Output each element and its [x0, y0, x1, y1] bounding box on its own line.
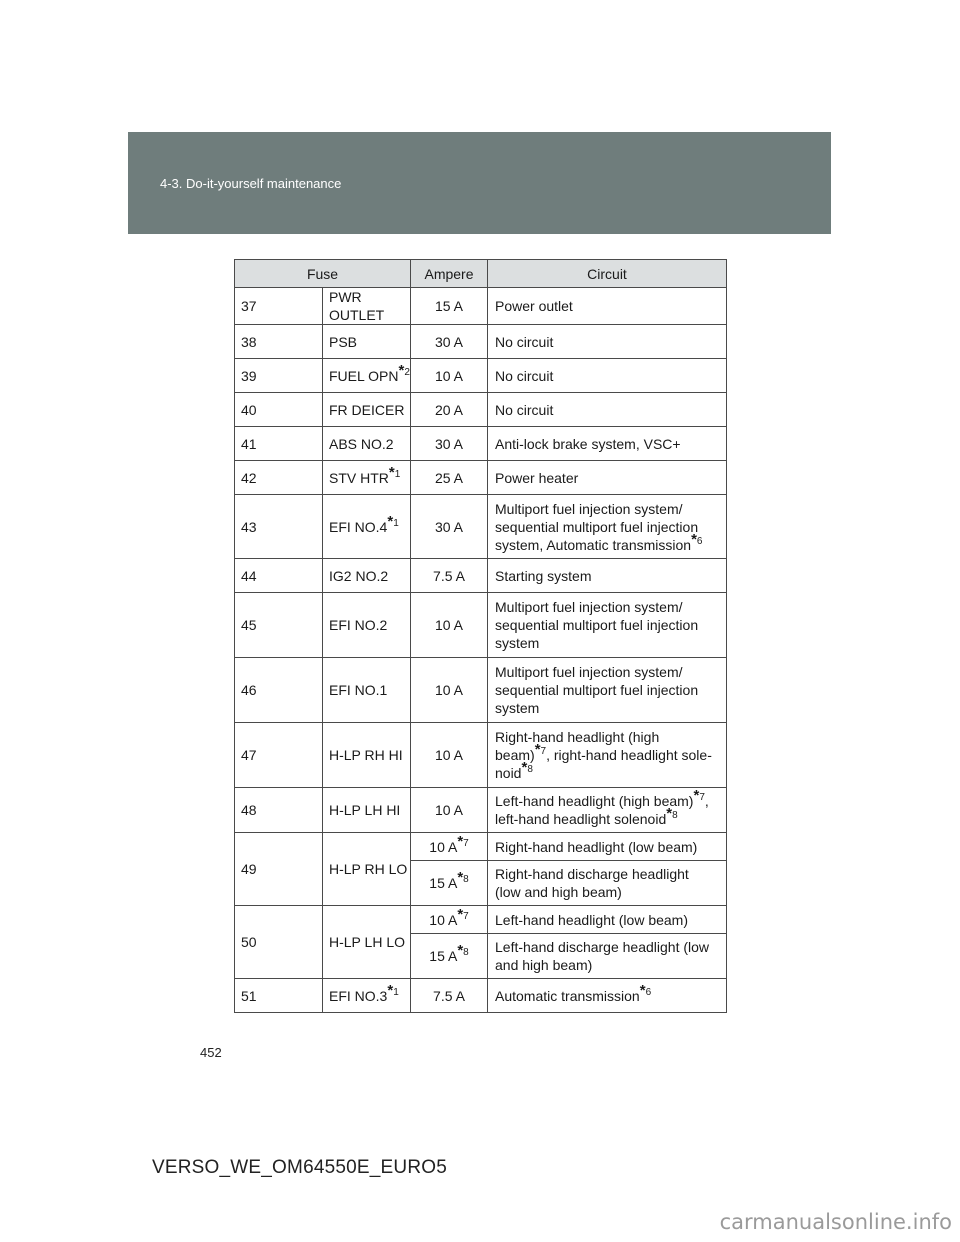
footnote-mark: *7 — [457, 832, 469, 850]
fuse-name: H-LP RH LO — [323, 833, 411, 906]
fuse-ampere-cell — [411, 906, 488, 934]
fuse-number: 51 — [235, 979, 323, 1013]
fuse-ampere: 30 A — [411, 325, 488, 359]
fuse-ampere: 20 A — [411, 393, 488, 427]
fuse-name: EFI NO.4 — [329, 518, 388, 535]
footnote-mark: *8 — [457, 869, 469, 886]
table-row — [235, 593, 727, 658]
fuse-circuit: Right-hand headlight (low beam) — [488, 833, 727, 861]
fuse-number: 37 — [235, 288, 323, 325]
footnote-mark: *8 — [457, 942, 469, 959]
fuse-ampere: 7.5 A — [411, 979, 488, 1013]
fuse-circuit: Right-hand discharge headlight (low and high beam) — [488, 861, 727, 906]
fuse-circuit: No circuit — [488, 325, 727, 359]
fuse-circuit: Multiport fuel injection system/ sequential multiport fuel injection system, Automatic transmission — [495, 500, 699, 553]
fuse-circuit: Left-hand headlight (high beam) — [495, 793, 694, 809]
fuse-name-cell — [323, 495, 411, 559]
header-fuse: Fuse — [235, 260, 411, 288]
footnote-mark: *2 — [398, 361, 410, 379]
table-row — [235, 723, 727, 788]
table-row — [235, 325, 727, 359]
table-row — [235, 393, 727, 427]
fuse-ampere-cell — [411, 861, 488, 906]
fuse-circuit: Right-hand headlight (high beam) — [495, 729, 660, 763]
fuse-ampere: 30 A — [411, 495, 488, 559]
page-number: 452 — [200, 1045, 222, 1060]
fuse-number: 48 — [235, 788, 323, 833]
table-row — [235, 979, 727, 1013]
fuse-name: H-LP LH LO — [323, 906, 411, 979]
footnote-mark: *1 — [388, 463, 401, 481]
footnote-mark: *1 — [387, 981, 399, 999]
fuse-ampere: 10 A — [429, 911, 458, 928]
fuse-table — [234, 259, 727, 1013]
table-row — [235, 906, 727, 934]
fuse-circuit-continued: , right-hand headlight sole-noid — [495, 747, 712, 781]
fuse-number: 46 — [235, 658, 323, 723]
fuse-ampere: 10 A — [411, 658, 488, 723]
fuse-circuit: Starting system — [488, 559, 727, 593]
fuse-number: 39 — [235, 359, 323, 393]
fuse-number: 41 — [235, 427, 323, 461]
section-title: 4-3. Do-it-yourself maintenance — [160, 176, 342, 191]
fuse-number: 42 — [235, 461, 323, 495]
header-circuit: Circuit — [488, 260, 727, 288]
fuse-name-cell — [323, 461, 411, 495]
table-row — [235, 427, 727, 461]
table-row — [235, 495, 727, 559]
fuse-circuit: Left-hand discharge headlight (low and high beam) — [488, 934, 727, 979]
footnote-mark: *8 — [521, 759, 533, 776]
footnote-mark: *7 — [534, 741, 547, 758]
fuse-number: 45 — [235, 593, 323, 658]
table-row — [235, 461, 727, 495]
fuse-circuit-cell — [488, 979, 727, 1013]
footnote-mark: *7 — [457, 905, 469, 923]
fuse-number: 47 — [235, 723, 323, 788]
fuse-ampere: 10 A — [411, 359, 488, 393]
footnote-mark: *7 — [693, 787, 705, 804]
fuse-ampere: 15 A — [429, 875, 458, 891]
table-row — [235, 288, 727, 325]
footnote-mark: *6 — [639, 981, 652, 999]
header-ampere: Ampere — [411, 260, 488, 288]
fuse-name: EFI NO.3 — [329, 987, 388, 1004]
footnote-mark: *1 — [387, 512, 399, 530]
fuse-name: FR DEICER — [323, 393, 411, 427]
table-row — [235, 833, 727, 861]
fuse-circuit: Anti-lock brake system, VSC+ — [488, 427, 727, 461]
footnote-mark: *6 — [691, 530, 703, 548]
fuse-name: STV HTR — [329, 469, 389, 486]
table-row — [235, 559, 727, 593]
fuse-name: H-LP LH HI — [323, 788, 411, 833]
fuse-ampere: 30 A — [411, 427, 488, 461]
fuse-circuit: Power outlet — [488, 288, 727, 325]
document-code: VERSO_WE_OM64550E_EURO5 — [152, 1157, 447, 1178]
watermark: carmanualsonline.info — [719, 1210, 952, 1234]
fuse-name: PSB — [323, 325, 411, 359]
fuse-ampere-cell — [411, 934, 488, 979]
fuse-number: 44 — [235, 559, 323, 593]
fuse-ampere: 15 A — [429, 948, 458, 964]
footnote-mark: *8 — [666, 805, 678, 822]
fuse-number: 38 — [235, 325, 323, 359]
fuse-circuit: Left-hand headlight (low beam) — [488, 906, 727, 934]
fuse-circuit: No circuit — [488, 359, 727, 393]
fuse-name: FUEL OPN — [329, 367, 399, 384]
fuse-circuit: Multiport fuel injection system/ sequential multiport fuel injection system — [488, 658, 727, 723]
fuse-circuit-cell — [488, 788, 727, 833]
fuse-name: EFI NO.1 — [323, 658, 411, 723]
fuse-name: ABS NO.2 — [323, 427, 411, 461]
fuse-circuit-continued: , left-hand headlight solenoid — [495, 793, 709, 827]
fuse-ampere: 25 A — [411, 461, 488, 495]
fuse-name-cell — [323, 979, 411, 1013]
fuse-ampere: 7.5 A — [411, 559, 488, 593]
fuse-number: 40 — [235, 393, 323, 427]
fuse-number: 43 — [235, 495, 323, 559]
fuse-name: PWR OUTLET — [323, 288, 411, 325]
fuse-ampere: 15 A — [411, 288, 488, 325]
fuse-name-cell — [323, 359, 411, 393]
fuse-circuit: No circuit — [488, 393, 727, 427]
fuse-ampere: 10 A — [429, 838, 458, 855]
fuse-name: H-LP RH HI — [323, 723, 411, 788]
fuse-number: 50 — [235, 906, 323, 979]
fuse-number: 49 — [235, 833, 323, 906]
fuse-name: IG2 NO.2 — [323, 559, 411, 593]
fuse-name: EFI NO.2 — [323, 593, 411, 658]
fuse-ampere: 10 A — [411, 593, 488, 658]
table-header-row — [235, 260, 727, 288]
fuse-ampere: 10 A — [411, 788, 488, 833]
table-row — [235, 359, 727, 393]
table-row — [235, 788, 727, 833]
fuse-circuit-cell — [488, 495, 727, 559]
fuse-circuit: Power heater — [488, 461, 727, 495]
fuse-ampere: 10 A — [411, 723, 488, 788]
fuse-circuit: Automatic transmission — [495, 987, 640, 1004]
table-row — [235, 658, 727, 723]
fuse-circuit: Multiport fuel injection system/ sequential multiport fuel injection system — [488, 593, 727, 658]
fuse-ampere-cell — [411, 833, 488, 861]
fuse-circuit-cell — [488, 723, 727, 788]
